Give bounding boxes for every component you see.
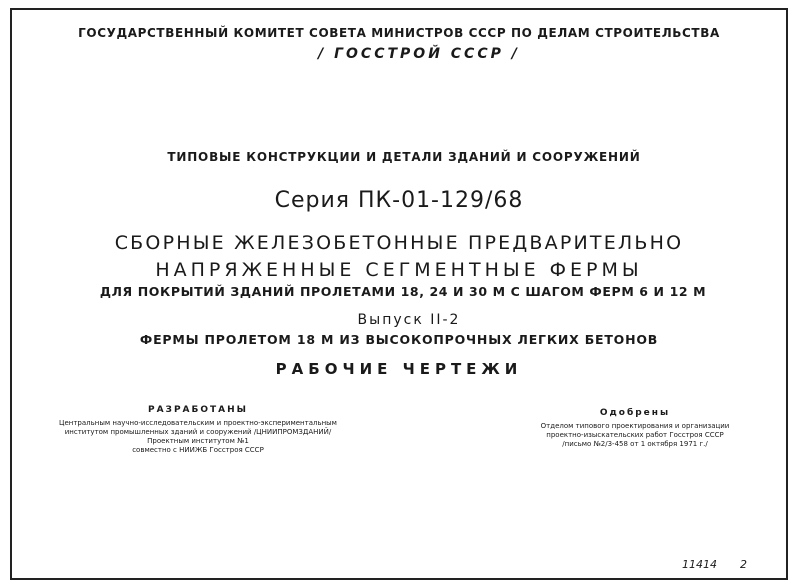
approved-line: проектно-изыскательских работ Госстроя СССР: [546, 431, 724, 439]
developed-line: совместно с НИИЖБ Госстроя СССР: [132, 446, 264, 454]
developed-line: Центральным научно-исследовательским и проектно-экспериментальным: [59, 419, 337, 427]
working-drawings-label: РАБОЧИЕ ЧЕРТЕЖИ: [275, 360, 523, 378]
issue-subtitle: ФЕРМЫ ПРОЛЕТОМ 18 М ИЗ ВЫСОКОПРОЧНЫХ ЛЕГКИХ БЕТОНОВ: [139, 332, 659, 347]
drawing-sheet: [10, 8, 788, 580]
issue-number: Выпуск II-2: [357, 312, 461, 328]
series-title: Серия ПК-01-129/68: [274, 188, 524, 213]
developed-heading: РАЗРАБОТАНЫ: [148, 405, 248, 415]
approved-line: Отделом типового проектирования и организации: [540, 422, 730, 430]
developed-line: Проектным институтом №1: [147, 437, 249, 445]
main-title-line-3: ДЛЯ ПОКРЫТИЙ ЗДАНИЙ ПРОЛЕТАМИ 18, 24 И 30 М С ШАГОМ ФЕРМ 6 И 12 М: [99, 284, 707, 299]
main-title-line-2: НАПРЯЖЕННЫЕ СЕГМЕНТНЫЕ ФЕРМЫ: [155, 259, 643, 281]
approved-by-block: [510, 408, 760, 449]
committee-name: ГОСУДАРСТВЕННЫЙ КОМИТЕТ СОВЕТА МИНИСТРОВ СССР ПО ДЕЛАМ СТРОИТЕЛЬСТВА: [78, 26, 720, 40]
developed-line: институтом промышленных зданий и сооружений /ЦНИИПРОМЗДАНИЙ/: [64, 428, 332, 436]
gosstroy-label: / ГОССТРОЙ СССР /: [318, 46, 520, 62]
developed-by-block: [48, 405, 348, 455]
approved-line: /письмо №2/3-458 от 1 октября 1971 г./: [562, 440, 708, 448]
approved-heading: Одобрены: [599, 408, 671, 418]
sheet-number: 2: [740, 558, 747, 571]
main-title-line-1: СБОРНЫЕ ЖЕЛЕЗОБЕТОННЫЕ ПРЕДВАРИТЕЛЬНО: [114, 232, 684, 254]
document-number: 11414: [682, 558, 717, 571]
category-title: ТИПОВЫЕ КОНСТРУКЦИИ И ДЕТАЛИ ЗДАНИЙ И СООРУЖЕНИЙ: [167, 150, 641, 164]
